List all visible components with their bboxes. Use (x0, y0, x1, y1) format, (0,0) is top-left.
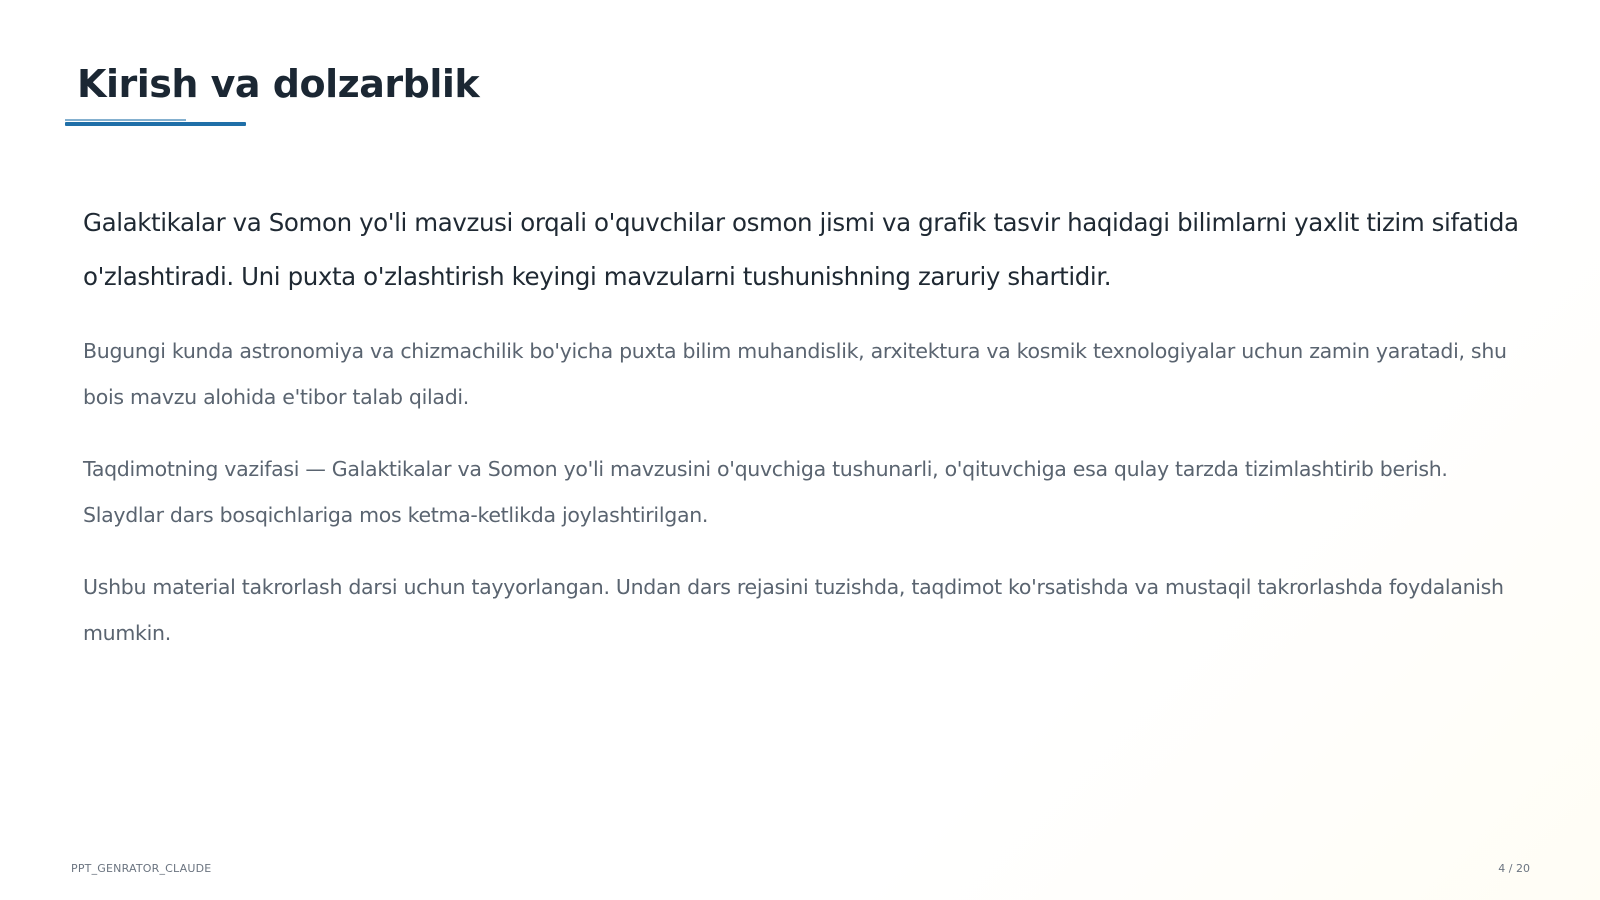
slide-content (83, 196, 1523, 682)
body-paragraph-1: Bugungi kunda astronomiya va chizmachilik bo'yicha puxta bilim muhandislik, arxitektura va kosmik texnologiyalar uchun zamin yaratadi, shu bois mavzu alohida e'tibor talab qiladi. (83, 339, 1507, 409)
page-title: Kirish va dolzarblik (77, 62, 480, 106)
title-underline (65, 122, 246, 126)
footer-source-label: PPT_GENRATOR_CLAUDE (71, 862, 212, 875)
lead-paragraph: Galaktikalar va Somon yo'li mavzusi orqali o'quvchilar osmon jismi va grafik tasvir haqidagi bilimlarni yaxlit tizim sifatida o'zlashtiradi. Uni puxta o'zlashtirish keyingi mavzularni tushunishning zaruriy shartidir. (83, 208, 1519, 291)
body-paragraph-3: Ushbu material takrorlash darsi uchun tayyorlangan. Undan dars rejasini tuzishda, taqdimot ko'rsatishda va mustaqil takrorlashda foydalanish mumkin. (83, 575, 1504, 645)
page-number: 4 / 20 (1498, 862, 1530, 875)
body-paragraph-2: Taqdimotning vazifasi — Galaktikalar va Somon yo'li mavzusini o'quvchiga tushunarli, o'qituvchiga esa qulay tarzda tizimlashtirib berish. Slaydlar dars bosqichlariga mos ketma-ketlikda joylashtirilgan. (83, 457, 1448, 527)
